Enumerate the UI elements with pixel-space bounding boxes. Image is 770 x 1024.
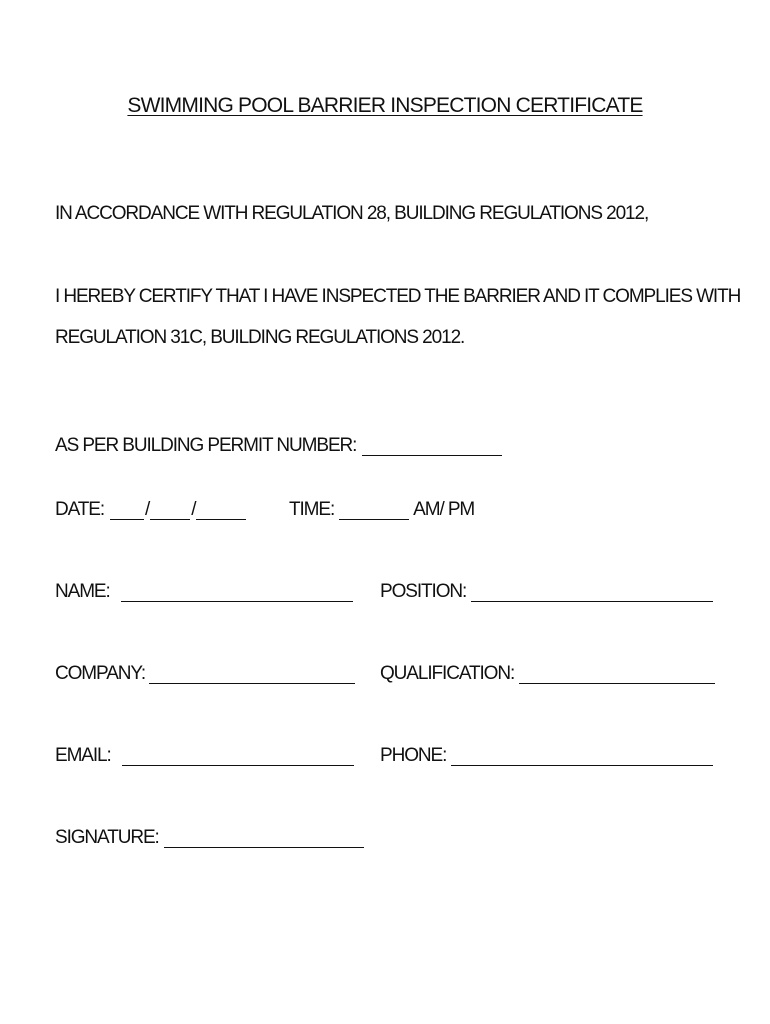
regulation-statement: IN ACCORDANCE WITH REGULATION 28, BUILDING REGULATIONS 2012, <box>55 203 649 224</box>
time-blank[interactable] <box>339 501 409 520</box>
certification-statement-line-2: REGULATION 31C, BUILDING REGULATIONS 2012. <box>55 327 465 348</box>
permit-number-label: AS PER BUILDING PERMIT NUMBER: <box>55 435 357 456</box>
company-label: COMPANY: <box>55 663 146 684</box>
time-row <box>289 498 474 522</box>
phone-label: PHONE: <box>380 745 447 766</box>
qualification-row <box>380 662 715 686</box>
signature-row <box>55 826 364 850</box>
am-pm-label: AM/ PM <box>413 499 475 520</box>
date-day-blank[interactable] <box>110 501 144 520</box>
position-label: POSITION: <box>380 581 467 602</box>
date-label: DATE: <box>55 499 105 520</box>
company-row <box>55 662 355 686</box>
time-label: TIME: <box>289 499 335 520</box>
document-title: SWIMMING POOL BARRIER INSPECTION CERTIFICATE <box>127 94 643 117</box>
name-blank[interactable] <box>121 583 353 602</box>
permit-number-blank[interactable] <box>362 437 502 456</box>
phone-blank[interactable] <box>451 747 713 766</box>
signature-blank[interactable] <box>164 829 364 848</box>
date-row <box>55 498 246 522</box>
phone-row <box>380 744 713 768</box>
certification-statement-line-1: I HEREBY CERTIFY THAT I HAVE INSPECTED THE BARRIER AND IT COMPLIES WITH <box>55 286 741 307</box>
email-label: EMAIL: <box>55 745 111 766</box>
qualification-blank[interactable] <box>519 665 715 684</box>
qualification-label: QUALIFICATION: <box>380 663 515 684</box>
signature-label: SIGNATURE: <box>55 827 159 848</box>
date-separator: / <box>145 499 150 520</box>
company-blank[interactable] <box>149 665 355 684</box>
permit-number-row <box>55 434 502 458</box>
date-month-blank[interactable] <box>150 501 190 520</box>
name-row <box>55 580 353 604</box>
email-row <box>55 744 354 768</box>
name-label: NAME: <box>55 581 110 602</box>
email-blank[interactable] <box>122 747 354 766</box>
position-row <box>380 580 713 604</box>
date-separator: / <box>191 499 196 520</box>
date-year-blank[interactable] <box>196 501 246 520</box>
position-blank[interactable] <box>471 583 713 602</box>
